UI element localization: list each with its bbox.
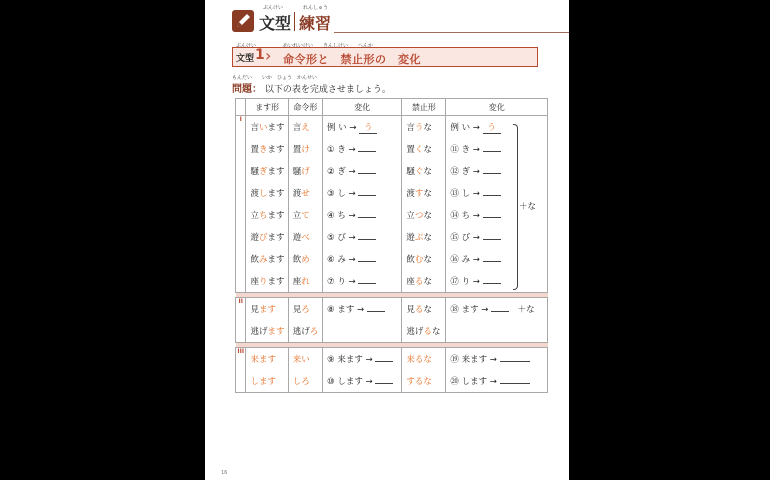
change-cell [323,182,402,204]
masu-kana: し [258,189,268,199]
group-label: I [239,116,242,123]
masu-stem: 立 [250,211,259,221]
change-cell [446,226,548,248]
row-group-label [236,320,246,343]
kinshi-cell [402,116,446,139]
group-label: II [238,298,243,305]
kinshi-kana: つ [414,211,424,221]
masu-form: します [250,377,276,387]
meirei-stem: 置 [292,145,302,155]
change-prompt: ② ぎ → [327,167,356,177]
change-cell [446,348,548,371]
change-prompt: 例 い → [450,122,480,133]
row-group-label [236,204,246,226]
table-header-row [236,99,548,116]
kinshi-tail: な [423,123,432,133]
meirei-kana: ろ [309,327,319,337]
masu-stem: 言 [250,123,259,133]
masu-cell [246,182,288,204]
group-label: III [237,348,245,355]
meirei-kana: め [301,255,310,265]
kinshi-cell [402,370,446,393]
change-cell [323,138,402,160]
answer-blank [500,375,530,384]
masu-kana: ぎ [258,167,268,177]
change-cell [446,138,548,160]
table-row [236,226,548,248]
change-prompt: ⑭ ち → [450,211,480,221]
masu-tail: ます [267,211,285,221]
change-prompt: ⑦ り → [327,277,356,287]
section-banner [232,43,538,67]
masu-kana: り [258,277,268,287]
masu-cell [246,320,288,343]
change-cell [323,370,402,393]
answer-blank [483,209,501,218]
row-group-label [236,348,246,371]
meirei-cell [288,298,322,321]
meirei-cell [288,160,322,182]
meirei-kana: せ [301,189,310,199]
answer-blank [358,209,376,218]
kinshi-tail: な [423,255,432,265]
meirei-cell [288,138,322,160]
group1-suffix: ＋な [519,202,537,212]
page-header [232,5,569,34]
change-prompt: ⑱ ます → [450,305,489,315]
kinshi-kana: く [414,145,424,155]
answer-blank [358,165,376,174]
masu-stem: 置 [250,145,259,155]
table-row [236,320,548,343]
change-cell [446,160,548,182]
change-prompt: ⑤ び → [327,233,356,243]
answer-blank [483,187,501,196]
table-row [236,348,548,371]
header-label: 禁止形 [411,102,436,112]
kinshi-form: 来るな [406,355,432,365]
question-label-ruby: もんだい [232,75,253,81]
meirei-kana: ろ [301,305,310,315]
table-row [236,116,548,139]
meirei-cell [288,226,322,248]
answer-blank [483,165,501,174]
table-row [236,270,548,293]
table-row [236,204,548,226]
masu-kana: び [258,233,268,243]
masu-cell [246,138,288,160]
row-group-label [236,226,246,248]
title-sub: 練習 [299,14,332,33]
kinshi-stem: 騒 [406,167,415,177]
kinshi-cell [402,182,446,204]
kinshi-kana: ぐ [414,167,424,177]
answer-blank [358,231,376,240]
change-prompt: ⑪ き → [450,145,480,155]
answer-blank [483,253,501,262]
table-row [236,248,548,270]
masu-stem: 飲 [250,255,259,265]
title-divider [294,12,295,31]
title-main-ruby: ぶんけい [263,5,284,11]
meirei-cell [288,248,322,270]
kinshi-cell [402,320,446,343]
meirei-kana: れ [301,277,310,287]
change-cell [323,348,402,371]
section-number: 1 [255,47,265,63]
table-row [236,182,548,204]
change-prompt: ⑯ み → [450,255,480,265]
table-bottom [236,393,548,394]
change-cell [323,204,402,226]
kinshi-stem: 置 [406,145,415,155]
change-cell [323,320,402,343]
change-cell [323,226,402,248]
meirei-stem: 飲 [292,255,302,265]
kinshi-stem: 見 [406,305,415,315]
kinshi-cell [402,270,446,293]
answer-blank [367,303,385,312]
meirei-stem: 騒 [292,167,302,177]
meirei-kana: え [301,123,310,133]
section-label-ruby: ぶんけい [236,43,257,49]
kinshi-cell [402,226,446,248]
kinshi-kana: る [423,327,432,337]
masu-cell [246,160,288,182]
masu-cell [246,298,288,321]
meirei-form: しろ [292,377,310,387]
meirei-cell [288,348,322,371]
masu-tail: ます [267,145,285,155]
masu-kana: み [258,255,268,265]
answer-blank [358,187,376,196]
masu-tail: ます [267,277,285,287]
kinshi-tail: な [423,167,432,177]
masu-form: 来ます [250,355,276,365]
kinshi-tail: な [423,145,432,155]
masu-cell [246,116,288,139]
kinshi-stem: 飲 [406,255,415,265]
change-cell [446,370,548,393]
kinshi-stem: 立 [406,211,415,221]
meirei-stem: 座 [292,277,302,287]
header-cell [236,99,246,116]
answer-blank [358,143,376,152]
right-brace [513,124,518,290]
kinshi-stem: 遊 [406,233,415,243]
kinshi-cell [402,160,446,182]
example-answer: う [483,124,501,134]
kinshi-kana: む [414,255,424,265]
kinshi-form: するな [406,377,432,387]
kinshi-tail: な [423,189,432,199]
change-prompt: ⑬ し → [450,189,480,199]
kinshi-kana: る [414,277,424,287]
masu-tail: ます [267,189,285,199]
change-cell [323,160,402,182]
textbook-page [205,0,569,480]
kinshi-cell [402,204,446,226]
row-group-label [236,160,246,182]
meirei-kana: べ [301,233,310,243]
meirei-cell [288,182,322,204]
meirei-stem: 言 [292,123,302,133]
pencil-icon [232,10,254,32]
title-main: 文型 [259,14,292,33]
header-rule [334,32,569,33]
change-cell [323,248,402,270]
row-group-label [236,270,246,293]
question-label: 問題： [232,84,262,95]
change-prompt: ③ し → [327,189,356,199]
kinshi-tail: な [431,327,441,337]
change-prompt: ⑫ ぎ → [450,167,480,177]
section-label: 文型 [236,54,255,64]
change-prompt: ⑥ み → [327,255,356,265]
masu-stem: 騒 [250,167,259,177]
masu-kana: ます [267,327,285,337]
meirei-cell [288,370,322,393]
row-group-label [236,138,246,160]
title-sub-ruby: れんしゅう [303,5,329,11]
header-label: 命令形 [293,102,318,112]
masu-tail: ます [267,123,285,133]
row-group-label [236,298,246,321]
answer-blank [483,275,501,284]
change-prompt: ① き → [327,145,356,155]
answer-blank [358,275,376,284]
kinshi-stem: 逃げ [406,327,424,337]
table-row [236,160,548,182]
kinshi-stem: 言 [406,123,415,133]
change-cell: 例 い → う [323,116,402,139]
change-prompt: ⑩ します → [327,377,373,387]
change-prompt: ⑳ します → [450,377,497,387]
change-prompt: ⑮ び → [450,233,480,243]
meirei-kana: て [301,211,310,221]
meirei-stem: 立 [292,211,302,221]
header-label: 変化 [488,102,505,112]
question-text-ruby: いか ひょう かんせい [262,75,318,81]
masu-kana: ます [258,305,276,315]
table-row [236,370,548,393]
change-prompt: ⑨ 来ます → [327,355,373,365]
change-prompt: ⑲ 来ます → [450,355,497,365]
table-row [236,298,548,321]
masu-kana: い [258,123,268,133]
header-cell [288,99,322,116]
kinshi-kana: ぶ [414,233,424,243]
kinshi-cell [402,248,446,270]
kinshi-stem: 座 [406,277,415,287]
kinshi-tail: な [423,211,432,221]
row-group-label [236,248,246,270]
change-cell [323,298,402,321]
question-text: 以下の表を完成させましょう。 [264,85,391,95]
masu-cell [246,270,288,293]
meirei-stem: 見 [292,305,302,315]
answer-blank [500,353,530,362]
section-title-ruby: めいれいけい きんしけい へんか [283,43,374,49]
row-group-label [236,370,246,393]
meirei-stem: 遊 [292,233,302,243]
row-group-label [236,116,246,139]
kinshi-tail: な [423,305,432,315]
section-title: 命令形と 禁止形の 変化 [283,53,421,66]
header-cell [323,99,402,116]
answer-blank [375,353,393,362]
masu-cell [246,248,288,270]
meirei-stem: 逃げ [292,327,310,337]
masu-stem: 座 [250,277,259,287]
change-prompt: ④ ち → [327,211,356,221]
meirei-kana: げ [301,167,310,177]
kinshi-kana: す [414,189,424,199]
page-number: 16 [221,470,228,476]
meirei-cell [288,116,322,139]
header-cell [446,99,548,116]
masu-tail: ます [267,233,285,243]
masu-tail: ます [267,255,285,265]
answer-blank [358,253,376,262]
change-cell [446,248,548,270]
kinshi-cell [402,138,446,160]
question [232,75,391,95]
meirei-cell [288,320,322,343]
header-cell [246,99,288,116]
header-label: ます形 [255,102,280,112]
bottom-cell [236,393,548,394]
masu-cell [246,204,288,226]
meirei-kana: け [301,145,310,155]
masu-kana: き [258,145,268,155]
change-prompt: ⑧ ます → [327,305,365,315]
answer-blank [375,375,393,384]
change-cell [446,320,548,343]
meirei-stem: 渡 [292,189,302,199]
kinshi-kana: る [414,305,424,315]
conjugation-table [235,98,548,393]
meirei-cell [288,204,322,226]
row-group-label [236,182,246,204]
kinshi-tail: な [423,277,432,287]
masu-cell [246,370,288,393]
masu-tail: ます [267,167,285,177]
chevron-right-icon: › [265,46,272,65]
kinshi-tail: な [423,233,432,243]
meirei-form: 来い [292,355,310,365]
kinshi-kana: う [414,123,424,133]
masu-cell [246,226,288,248]
header-cell [402,99,446,116]
kinshi-cell [402,348,446,371]
kinshi-stem: 渡 [406,189,415,199]
masu-stem: 逃げ [250,327,268,337]
example-answer: う [359,124,377,134]
meirei-cell [288,270,322,293]
change-cell [446,116,548,139]
change-cell [446,270,548,293]
change-prompt: ⑰ り → [450,277,480,287]
suffix-label: ＋な [517,305,535,315]
answer-blank [483,231,501,240]
header-label: 変化 [354,102,371,112]
answer-blank [483,143,501,152]
masu-stem: 渡 [250,189,259,199]
change-prompt: 例 い [327,122,347,133]
masu-stem: 見 [250,305,259,315]
masu-stem: 遊 [250,233,259,243]
masu-kana: ち [258,211,268,221]
answer-blank [491,303,509,312]
change-cell [323,270,402,293]
change-cell [446,298,548,321]
table-row [236,138,548,160]
masu-cell [246,348,288,371]
kinshi-cell [402,298,446,321]
